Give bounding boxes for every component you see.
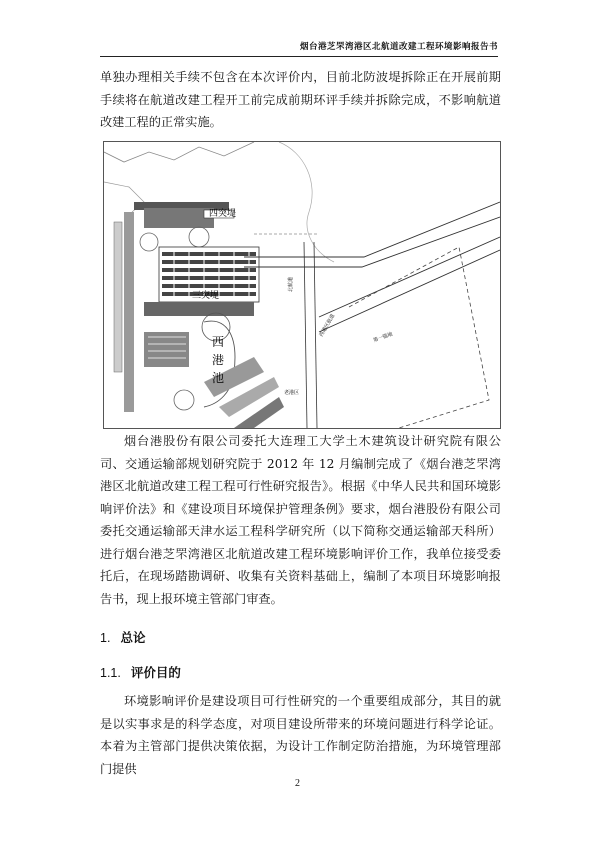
page-number: 2: [295, 778, 300, 789]
label-pier-3: 三突堤: [192, 291, 220, 301]
label-west-channel: 西港区航道: [318, 313, 337, 338]
label-anchorage: 第一锚地: [372, 331, 394, 344]
subsection-title: 评价目的: [130, 665, 181, 680]
label-west-port-3: 池: [212, 371, 225, 385]
page-header: [100, 40, 498, 57]
subsection-number: 1.1.: [100, 666, 121, 680]
section-number: 1.: [100, 631, 111, 645]
label-west-port-1: 西: [212, 335, 225, 349]
port-map-figure: [103, 141, 501, 429]
paragraph-background: 烟台港股份有限公司委托大连理工大学土木建筑设计研究院有限公司、交通运输部规划研究院于 2012 年 12 月编制完成了《烟台港芝罘湾港区北航道改建工程工程可行性研究报告》。根据《中华人民共和国环境影响评价法》和《建设项目环境保护管理条例》要求，烟台港股份有限公司委托交通运输部天津水运工程科学研究所（以下简称交通运输部天科所）进行烟台港芝罘湾港区北航道改建工程环境影响评价工作，我单位接受委托后，在现场踏勘调研、收集有关资料基础上，编制了本项目环境影响报告书，现上报环境主管部门审查。: [100, 434, 501, 606]
paragraph-intro: 单独办理相关手续不包含在本次评价内，目前北防波堤拆除正在开展前期手续将在航道改建工程开工前完成前期环评手续并拆除完成，不影响航道改建工程的正常实施。: [100, 70, 501, 129]
port-map-drawing: [104, 142, 500, 428]
header-title: 烟台港芝罘湾港区北航道改建工程环境影响报告书: [299, 42, 498, 52]
section-heading-1-1: [100, 663, 181, 681]
label-north-channel: 北航道: [288, 276, 294, 292]
label-old-port: 老港区: [284, 390, 300, 396]
section-heading-1: [100, 628, 145, 646]
paragraph-purpose: 环境影响评价是建设项目可行性研究的一个重要组成部分，其目的就是以实事求是的科学态度，对项目建设所带来的环境问题进行科学论证。本着为主管部门提供决策依据，为设计工作制定防治措施，为环境管理部门提供: [100, 694, 501, 776]
label-pier-4: 四突堤: [209, 209, 237, 219]
label-west-port-2: 港: [212, 353, 225, 367]
section-title: 总论: [120, 630, 146, 645]
